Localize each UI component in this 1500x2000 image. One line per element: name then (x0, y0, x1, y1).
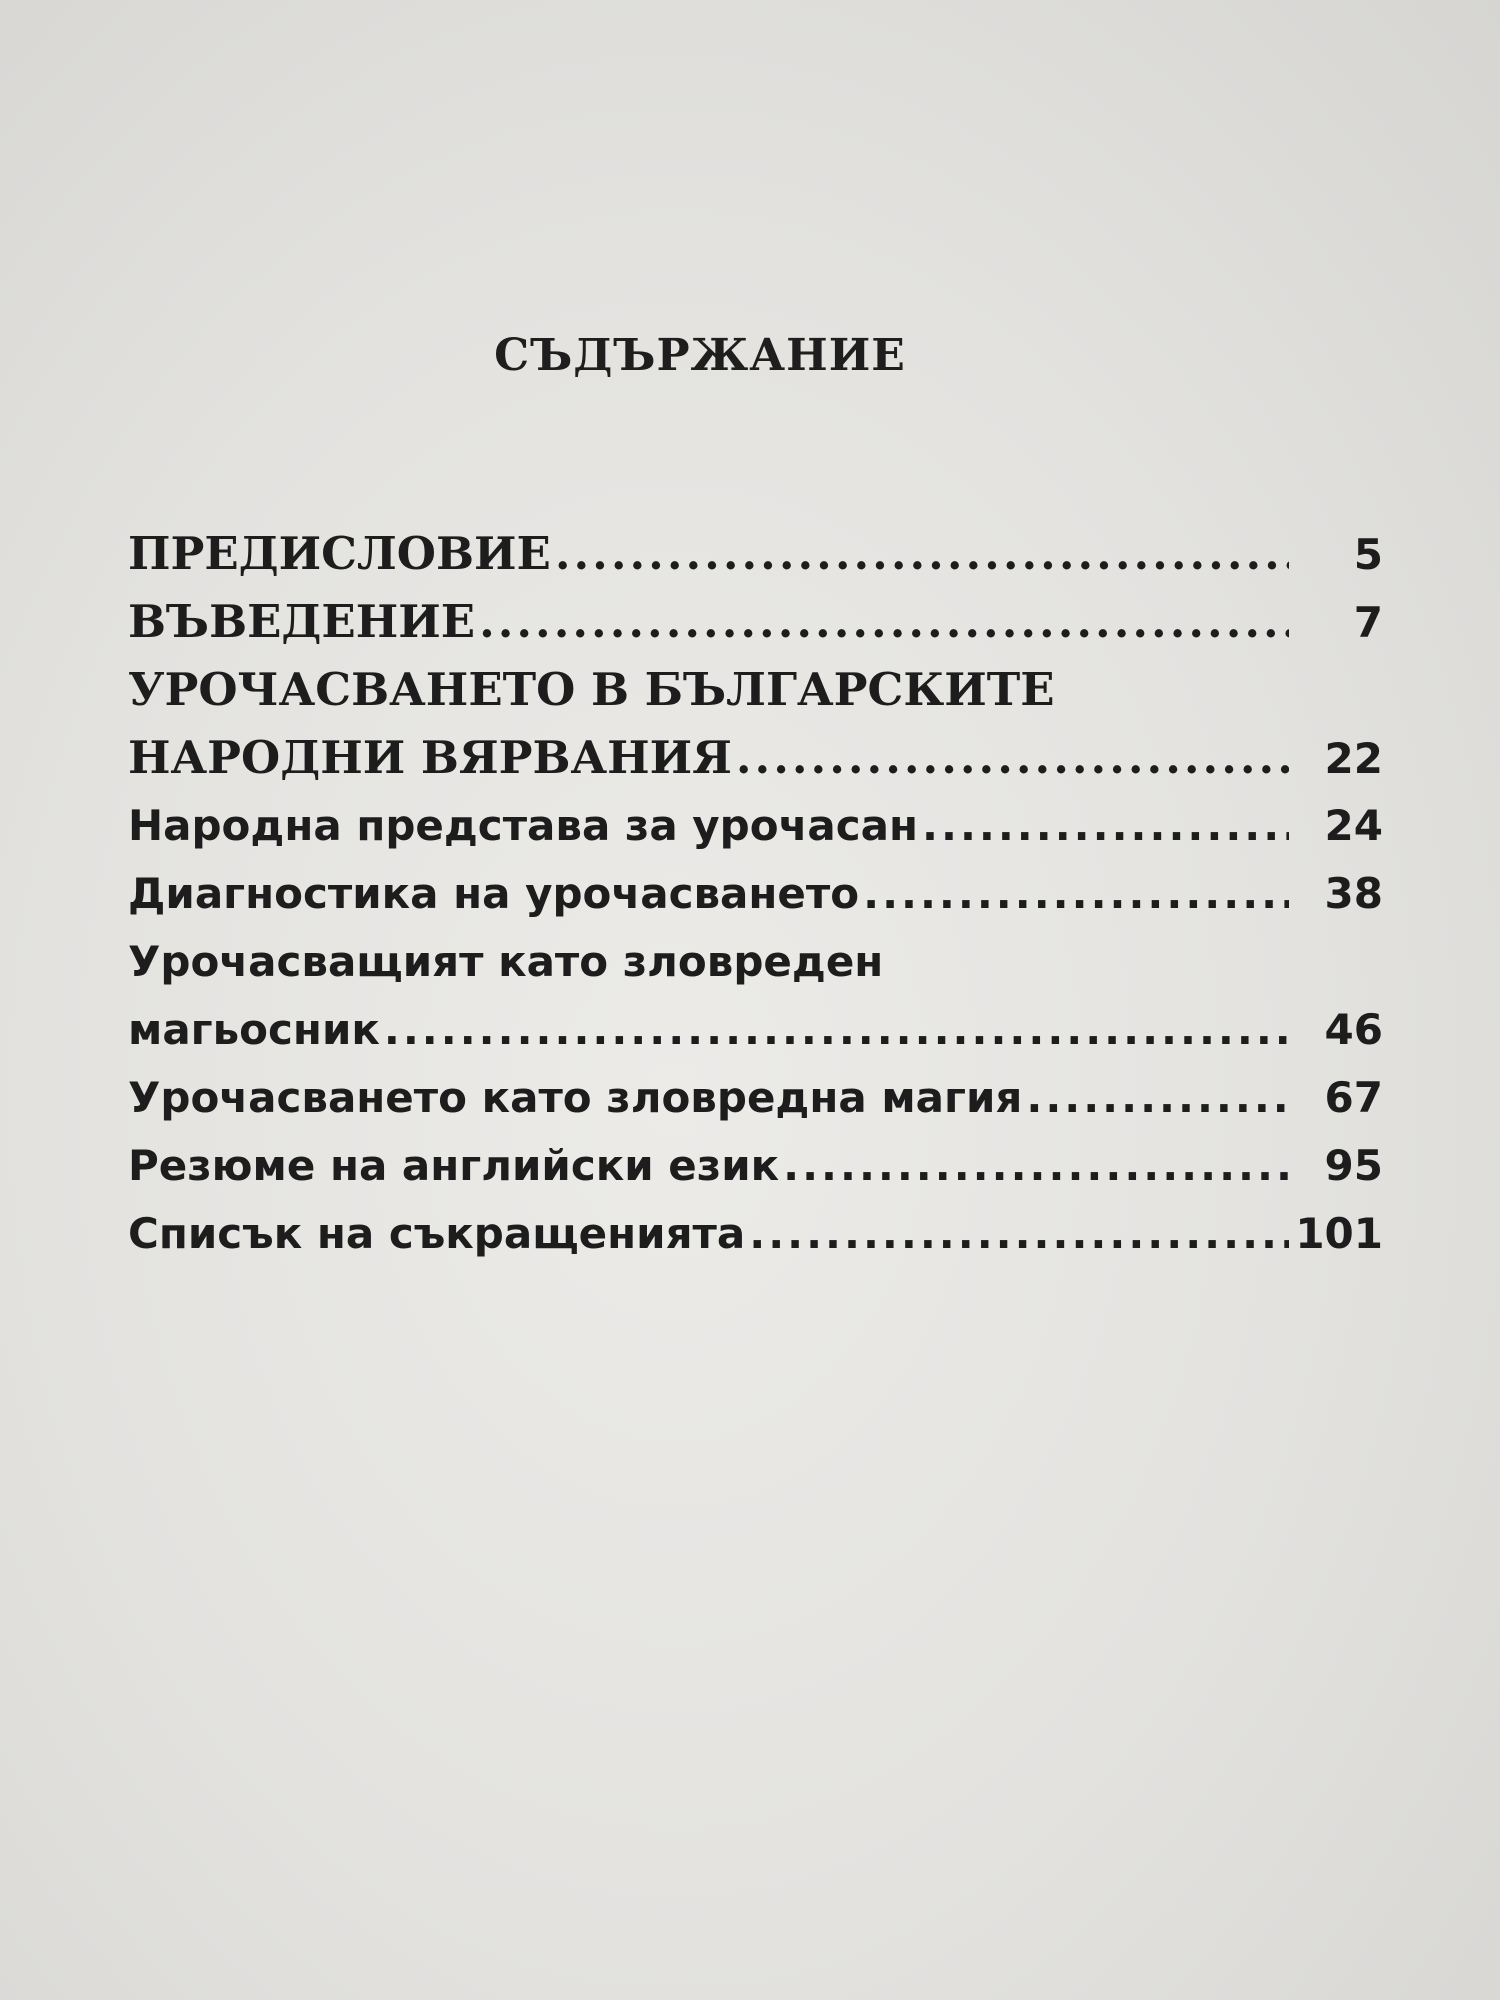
toc-page-number: 38 (1324, 869, 1383, 918)
dot-leader (736, 724, 1289, 792)
toc-entry-label-continued: магьосник (128, 1005, 380, 1054)
dot-leader (555, 520, 1289, 588)
toc-entry-label: ВЪВЕДЕНИЕ (128, 595, 476, 648)
dot-leader (863, 860, 1289, 928)
toc-page-number: 7 (1353, 598, 1383, 647)
toc-entry-harmful-magic[interactable] (128, 1064, 1383, 1132)
toc-page-number: 46 (1324, 1005, 1383, 1054)
toc-entry-abbreviations[interactable] (128, 1200, 1383, 1268)
toc-entry-sorcerer[interactable] (128, 928, 1383, 1064)
toc-entry-diagnostics[interactable] (128, 860, 1383, 928)
toc-entry-chapter-beliefs[interactable] (128, 656, 1383, 792)
toc-entry-label: Народна представа за урочасан (128, 801, 919, 850)
dot-leader (479, 588, 1289, 656)
page-title: СЪДЪРЖАНИЕ (494, 330, 906, 381)
toc-entry-label: Резюме на английски език (128, 1141, 780, 1190)
toc-page-number: 67 (1324, 1073, 1383, 1122)
toc-page-number: 22 (1324, 734, 1383, 783)
toc-entry-label: Списък на съкращенията (128, 1209, 746, 1258)
toc-entry-label-continued: НАРОДНИ ВЯРВАНИЯ (128, 731, 732, 784)
toc-page-number: 24 (1324, 801, 1383, 850)
dot-leader (384, 996, 1289, 1064)
toc-entry-label: Диагностика на урочасването (128, 869, 860, 918)
toc-entry-label: ПРЕДИСЛОВИЕ (128, 527, 551, 580)
toc-entry-label: Урочасването като зловредна магия (128, 1073, 1023, 1122)
dot-leader (783, 1132, 1289, 1200)
table-of-contents (128, 520, 1383, 1268)
toc-entry-label: Урочасващият като зловреден (128, 937, 884, 986)
dot-leader (922, 792, 1289, 860)
toc-entry-folk-notion[interactable] (128, 792, 1383, 860)
toc-entry-english-summary[interactable] (128, 1132, 1383, 1200)
toc-entry-label: УРОЧАСВАНЕТО В БЪЛГАРСКИТЕ (128, 663, 1055, 716)
toc-entry-preface[interactable] (128, 520, 1383, 588)
dot-leader (1026, 1064, 1289, 1132)
toc-page-number: 95 (1324, 1141, 1383, 1190)
toc-page-number: 5 (1353, 530, 1383, 579)
toc-entry-introduction[interactable] (128, 588, 1383, 656)
dot-leader (749, 1200, 1289, 1268)
toc-page-number: 101 (1295, 1209, 1383, 1258)
